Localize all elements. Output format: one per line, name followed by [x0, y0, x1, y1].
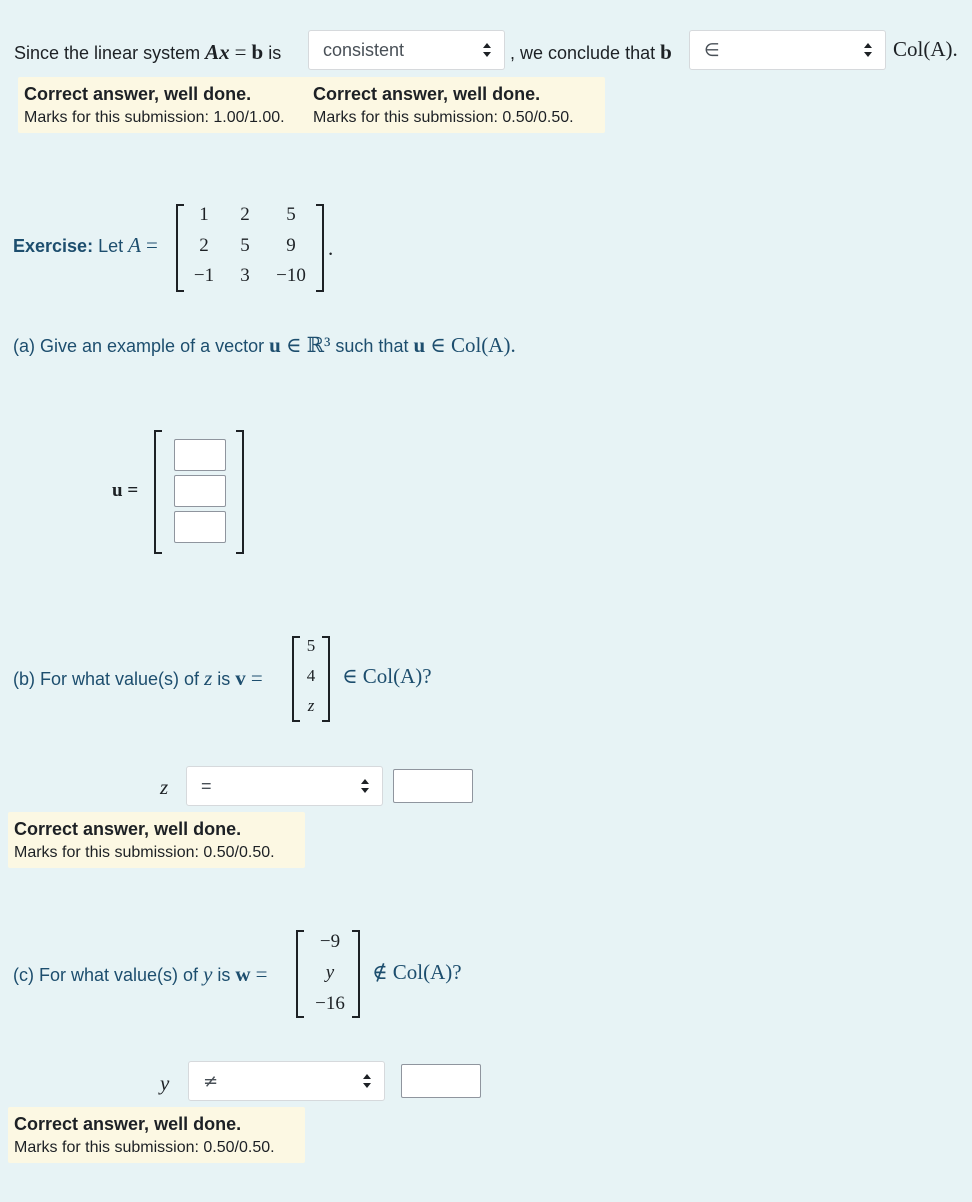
feedback-top — [18, 77, 605, 133]
vector-w-right-bracket — [352, 930, 360, 1018]
statement-suffix: Col(A). — [893, 37, 958, 61]
vector-w-left-bracket — [296, 930, 304, 1018]
consistency-select[interactable]: consistent — [308, 30, 505, 70]
select-arrows-icon — [362, 1070, 372, 1092]
vector-w-cell: −9 — [319, 931, 341, 952]
matrix-cell: 5 — [286, 204, 296, 225]
u-component-2-input[interactable] — [174, 475, 226, 507]
y-value-input[interactable] — [401, 1064, 481, 1098]
matrix-cell: 2 — [240, 204, 250, 225]
select-arrows-icon — [360, 775, 370, 797]
matrix-cell: 3 — [240, 265, 250, 286]
exercise-label: Exercise: Let A = — [13, 233, 158, 257]
matrix-cell: 9 — [286, 235, 296, 256]
vector-v-cell: 4 — [306, 666, 316, 685]
feedback-1: Correct answer, well done. Marks for this submission: 1.00/1.00. — [24, 84, 285, 126]
matrix-cell: −10 — [276, 265, 306, 286]
u-label: u = — [112, 480, 139, 501]
math-Ax: Ax — [205, 40, 230, 64]
statement-middle: , we conclude that b — [510, 40, 672, 64]
matrix-cell: 1 — [199, 204, 209, 225]
answer-var-z: z — [160, 775, 169, 799]
matrix-cell: −1 — [193, 265, 215, 286]
vector-v-cell: 5 — [306, 636, 316, 655]
part-b-question: (b) For what value(s) of z is v = — [13, 666, 263, 690]
vector-u-right-bracket — [236, 430, 244, 554]
vector-u-left-bracket — [154, 430, 162, 554]
z-value-input[interactable] — [393, 769, 473, 803]
part-a-question: (a) Give an example of a vector u ∈ ℝ³ such that u ∈ Col(A). — [13, 333, 516, 357]
vector-w-cell: y — [325, 962, 335, 983]
u-component-3-input[interactable] — [174, 511, 226, 543]
answer-var-y: y — [160, 1071, 170, 1095]
vector-w-cell: −16 — [315, 993, 345, 1014]
select-arrows-icon — [863, 39, 873, 61]
membership-select[interactable]: ∈ — [689, 30, 886, 70]
matrix-left-bracket — [176, 204, 184, 292]
part-b-in-col: ∈ Col(A)? — [342, 664, 432, 688]
z-relation-select[interactable]: = — [186, 766, 383, 806]
matrix-right-bracket — [316, 204, 324, 292]
part-c-question: (c) For what value(s) of y is w = — [13, 962, 268, 986]
feedback-b: Correct answer, well done. Marks for this submission: 0.50/0.50. — [8, 812, 305, 868]
matrix-cell: 5 — [240, 235, 250, 256]
select-arrows-icon — [482, 39, 492, 61]
statement-prefix: Since the linear system Ax = b is — [14, 40, 282, 64]
matrix-period: . — [328, 236, 334, 260]
matrix-cell: 2 — [199, 235, 209, 256]
feedback-2: Correct answer, well done. Marks for this submission: 0.50/0.50. — [313, 84, 574, 126]
y-relation-select[interactable]: ≠ — [188, 1061, 385, 1101]
part-c-not-in-col: ∉ Col(A)? — [372, 960, 462, 984]
feedback-c: Correct answer, well done. Marks for this submission: 0.50/0.50. — [8, 1107, 305, 1163]
u-component-1-input[interactable] — [174, 439, 226, 471]
vector-v-cell: z — [307, 696, 315, 715]
